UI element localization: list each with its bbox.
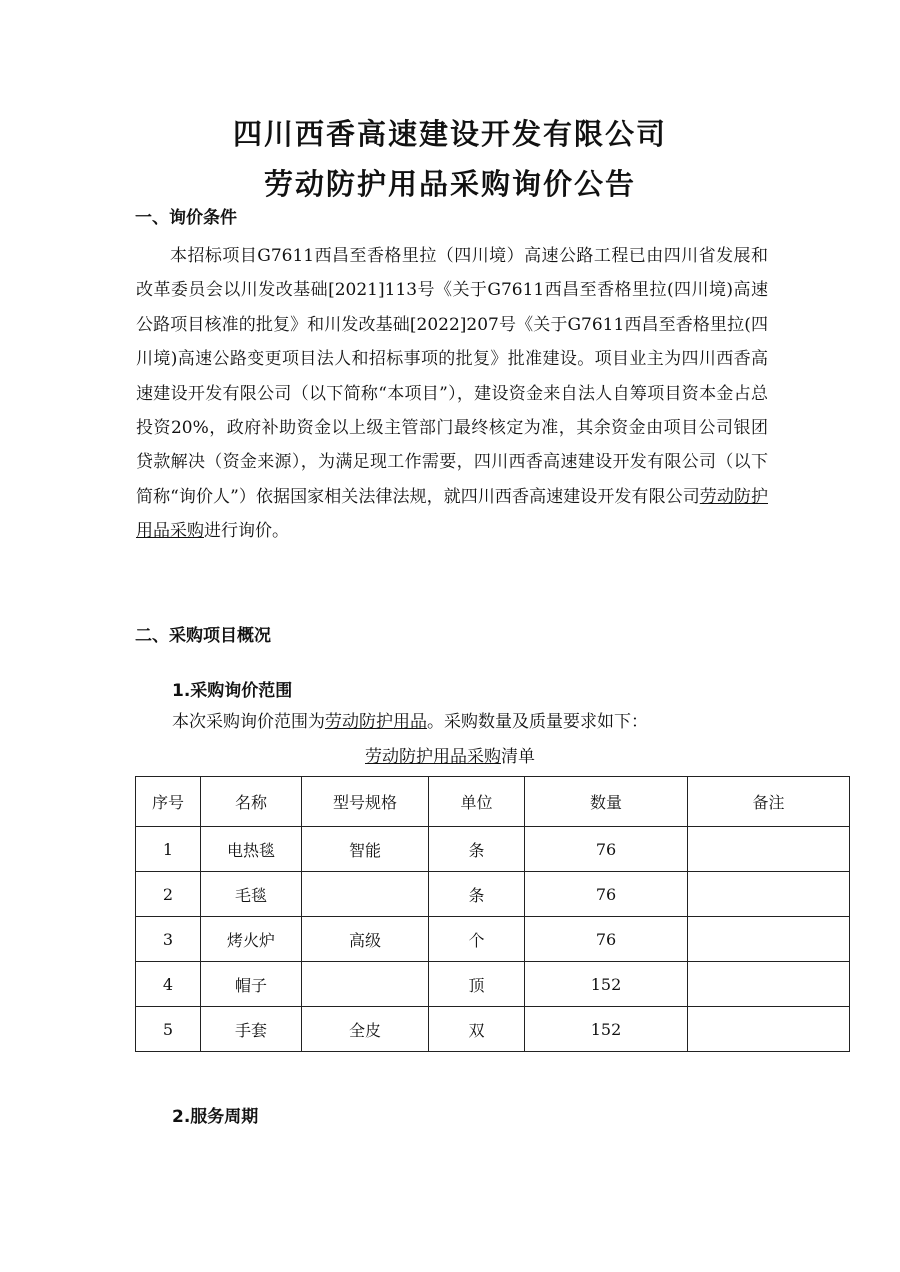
cell-spec	[302, 962, 429, 1007]
header-cell: 备注	[688, 777, 850, 827]
table-row	[136, 872, 850, 917]
header-cell: 名称	[201, 777, 302, 827]
section-heading-conditions: 一、询价条件	[135, 208, 237, 228]
title-company: 四川西香高速建设开发有限公司	[232, 117, 667, 151]
cell-unit: 条	[429, 827, 525, 872]
cell-index: 3	[136, 917, 201, 962]
procurement-table	[135, 776, 850, 1052]
table-row	[136, 917, 850, 962]
cell-name: 烤火炉	[201, 917, 302, 962]
header-cell: 数量	[525, 777, 688, 827]
subheading-service-period: 2.服务周期	[172, 1107, 259, 1127]
cell-quantity: 76	[525, 872, 688, 917]
cell-quantity: 152	[525, 1007, 688, 1052]
paragraph-text-end: 进行询价。	[204, 521, 289, 542]
cell-unit: 个	[429, 917, 525, 962]
cell-remark	[688, 962, 850, 1007]
cell-name: 手套	[201, 1007, 302, 1052]
cell-spec	[302, 872, 429, 917]
cell-remark	[688, 917, 850, 962]
subheading-scope: 1.采购询价范围	[172, 681, 293, 701]
scope-line	[172, 710, 648, 734]
header-cell: 型号规格	[302, 777, 429, 827]
table-caption	[0, 745, 900, 769]
cell-index: 2	[136, 872, 201, 917]
underlined-item: 劳动防护用品采购	[136, 486, 768, 542]
header-cell: 序号	[136, 777, 201, 827]
title-notice: 劳动防护用品采购询价公告	[263, 167, 636, 201]
section-heading-overview: 二、采购项目概况	[135, 626, 271, 646]
cell-spec: 全皮	[302, 1007, 429, 1052]
cell-index: 5	[136, 1007, 201, 1052]
cell-name: 毛毯	[201, 872, 302, 917]
cell-unit: 双	[429, 1007, 525, 1052]
cell-remark	[688, 827, 850, 872]
scope-text-end: 。采购数量及质量要求如下：	[427, 712, 648, 732]
cell-name: 帽子	[201, 962, 302, 1007]
paragraph-conditions	[136, 239, 768, 549]
header-cell: 单位	[429, 777, 525, 827]
paragraph-text: 本招标项目G7611西昌至香格里拉（四川境）高速公路工程已由四川省发展和改革委员会以川发改基础[2021]113号《关于G7611西昌至香格里拉(四川境)高速公路项目核准的批复》和川发改基础[2022]207号《关于G7611西昌至香格里拉(四川境)高速公路变更项目法人和招标事项的批复》批准建设。项目业主为四川西香高速建设开发有限公司（以下简称“本项目”），建设资金来自法人自筹项目资本金占总投资20%，政府补助资金以上级主管部门最终核定为准，其余资金由项目公司银团贷款解决（资金来源），为满足现工作需要，四川西香高速建设开发有限公司（以下简称“询价人”）依据国家相关法律法规，就四川西香高速建设开发有限公司	[136, 246, 768, 507]
cell-remark	[688, 872, 850, 917]
cell-index: 1	[136, 827, 201, 872]
cell-name: 电热毯	[201, 827, 302, 872]
cell-quantity: 76	[525, 917, 688, 962]
scope-text: 本次采购询价范围为	[172, 712, 325, 732]
table-row	[136, 962, 850, 1007]
cell-quantity: 76	[525, 827, 688, 872]
cell-unit: 条	[429, 872, 525, 917]
cell-index: 4	[136, 962, 201, 1007]
scope-underlined: 劳动防护用品	[325, 712, 427, 732]
cell-spec: 智能	[302, 827, 429, 872]
caption-underlined: 劳动防护用品采购	[365, 747, 501, 767]
caption-text: 清单	[501, 747, 535, 767]
table-row	[136, 827, 850, 872]
cell-spec: 高级	[302, 917, 429, 962]
table-header-row	[136, 777, 850, 827]
cell-remark	[688, 1007, 850, 1052]
cell-quantity: 152	[525, 962, 688, 1007]
table-row	[136, 1007, 850, 1052]
cell-unit: 顶	[429, 962, 525, 1007]
